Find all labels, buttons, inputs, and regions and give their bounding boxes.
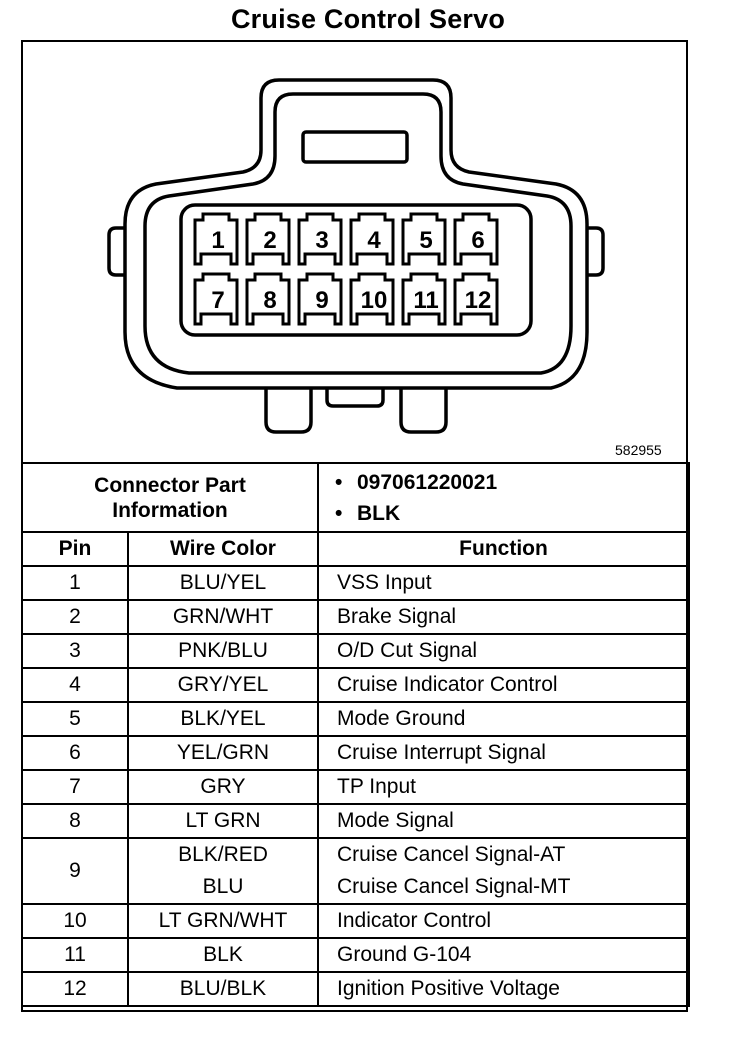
- function-cell: [318, 938, 689, 972]
- pin-number-label: 4: [367, 227, 381, 254]
- table-row: [22, 736, 689, 770]
- pin-number-label: 9: [315, 287, 329, 314]
- function-value: Mode Signal: [337, 809, 454, 832]
- wire-color-value: GRY: [200, 775, 246, 798]
- wire-color-value: BLK: [203, 943, 243, 966]
- table-row: [22, 668, 689, 702]
- pin-number-cell: 9: [22, 838, 128, 904]
- pin-number-cell: 5: [22, 702, 128, 736]
- wire-color-cell: [128, 736, 318, 770]
- table-row: [22, 838, 689, 904]
- function-value: Cruise Interrupt Signal: [337, 741, 546, 764]
- function-value: Brake Signal: [337, 605, 457, 628]
- pin-number-label: 2: [263, 227, 277, 254]
- function-cell: [318, 770, 689, 804]
- pin-number-cell: 4: [22, 668, 128, 702]
- wire-color-cell: [128, 702, 318, 736]
- function-cell: [318, 634, 689, 668]
- function-value: Cruise Indicator Control: [337, 673, 558, 696]
- function-value: Cruise Cancel Signal-AT: [337, 843, 566, 866]
- wire-color-value: GRY/YEL: [177, 673, 269, 696]
- page-title: Cruise Control Servo: [230, 4, 506, 34]
- pin-number-cell: 6: [22, 736, 128, 770]
- part-info-label: Connector Part Information: [22, 463, 318, 532]
- wire-color-cell: [128, 770, 318, 804]
- function-value: Indicator Control: [337, 909, 492, 932]
- wire-color-cell: [128, 668, 318, 702]
- wire-color-cell: [128, 938, 318, 972]
- function-cell: [318, 838, 689, 904]
- wire-color-cell: [128, 904, 318, 938]
- table-row: [22, 904, 689, 938]
- figure-number: 582955: [615, 442, 662, 458]
- wire-color-value: BLK/YEL: [180, 707, 266, 730]
- right-leg: [401, 388, 446, 432]
- pin-number-cell: 10: [22, 904, 128, 938]
- function-cell: [318, 804, 689, 838]
- wire-color-cell: [128, 566, 318, 600]
- wire-color-value: LT GRN/WHT: [158, 909, 288, 932]
- part-info-list: [318, 463, 689, 532]
- pin-number-label: 10: [360, 287, 388, 314]
- table-row: [22, 938, 689, 972]
- pin-number-cell: 3: [22, 634, 128, 668]
- function-cell: [318, 668, 689, 702]
- function-value: O/D Cut Signal: [337, 639, 478, 662]
- wire-color-value: LT GRN: [185, 809, 261, 832]
- connector-diagram: [21, 40, 688, 464]
- wire-color-value: BLU: [202, 875, 244, 898]
- function-value: VSS Input: [337, 571, 432, 594]
- pin-number-cell: 12: [22, 972, 128, 1006]
- connector-color: • BLK: [357, 498, 688, 529]
- pin-number-label: 5: [419, 227, 433, 254]
- column-header-function: Function: [318, 532, 689, 566]
- wire-color-value: BLU/BLK: [179, 977, 267, 1000]
- table-row: [22, 804, 689, 838]
- function-cell: [318, 904, 689, 938]
- column-header-wire-color: Wire Color: [128, 532, 318, 566]
- wire-color-value: BLU/YEL: [179, 571, 267, 594]
- column-header-pin: Pin: [22, 532, 128, 566]
- table-row: [22, 770, 689, 804]
- table-row: [22, 600, 689, 634]
- pin-number-label: 1: [211, 227, 225, 254]
- pin-number-label: 6: [471, 227, 485, 254]
- wire-color-value: BLK/RED: [178, 843, 268, 866]
- table-row: [22, 634, 689, 668]
- pin-number-label: 3: [315, 227, 329, 254]
- function-value: Ignition Positive Voltage: [337, 977, 560, 1000]
- function-value: Cruise Cancel Signal-MT: [337, 875, 571, 898]
- function-cell: [318, 702, 689, 736]
- latch-window: [303, 132, 407, 162]
- wire-color-value: GRN/WHT: [172, 605, 274, 628]
- wire-color-cell: [128, 600, 318, 634]
- left-leg: [266, 388, 311, 432]
- pin-number-cell: 8: [22, 804, 128, 838]
- wire-color-cell: [128, 972, 318, 1006]
- pin-number-cell: 7: [22, 770, 128, 804]
- table-row: [22, 566, 689, 600]
- table-row: [22, 702, 689, 736]
- column-header-row: [22, 532, 689, 566]
- wire-color-cell: [128, 634, 318, 668]
- connector-shell-inner: [145, 94, 571, 373]
- table-row: [22, 972, 689, 1006]
- function-value: TP Input: [337, 775, 416, 798]
- function-value: Mode Ground: [337, 707, 466, 730]
- part-number: • 097061220021: [357, 467, 688, 498]
- pin-number-label: 8: [263, 287, 277, 314]
- function-cell: [318, 566, 689, 600]
- polarization-key: [327, 388, 383, 406]
- left-rib: [109, 228, 125, 275]
- wire-color-cell: [128, 804, 318, 838]
- function-cell: [318, 972, 689, 1006]
- wire-color-value: YEL/GRN: [176, 741, 270, 764]
- function-cell: [318, 736, 689, 770]
- wire-color-cell: [128, 838, 318, 904]
- wire-color-value: PNK/BLU: [178, 639, 268, 662]
- pin-number-cell: 11: [22, 938, 128, 972]
- pin-number-cell: 2: [22, 600, 128, 634]
- function-cell: [318, 600, 689, 634]
- pin-number-label: 12: [464, 287, 492, 314]
- pin-number-label: 11: [413, 287, 439, 314]
- pinout-table: [21, 462, 690, 1007]
- part-info-row: [22, 463, 689, 532]
- pin-number-cell: 1: [22, 566, 128, 600]
- right-rib: [587, 228, 603, 275]
- function-value: Ground G-104: [337, 943, 472, 966]
- pin-number-label: 7: [211, 287, 225, 314]
